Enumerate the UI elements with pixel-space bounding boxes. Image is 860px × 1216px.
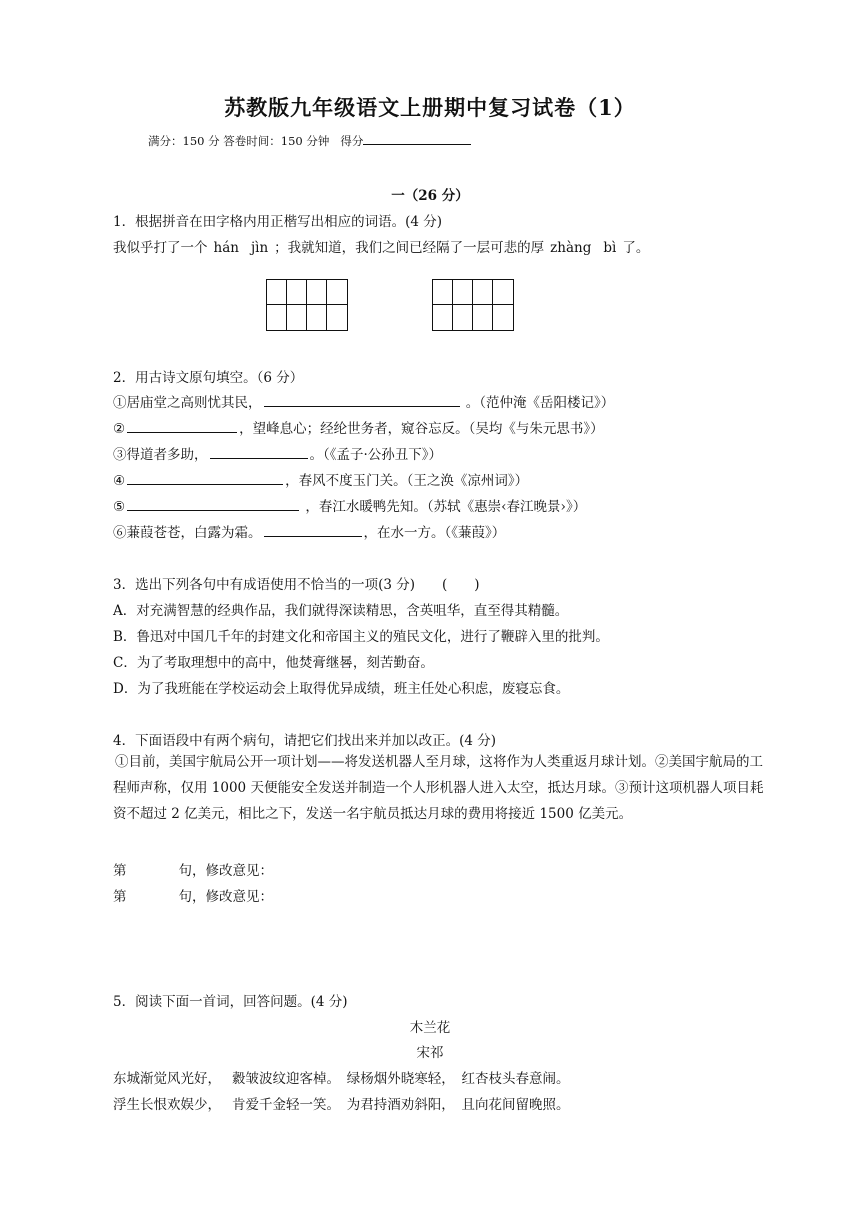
q1-pinyin-2b: bì xyxy=(603,240,617,256)
poem-title: 木兰花 xyxy=(409,1020,451,1036)
q4-answer-2-prompt: 句，修改意见： xyxy=(178,889,273,905)
q5-prompt: 5．阅读下面一首词，回答问题。(4 分) xyxy=(113,994,348,1010)
q1-pinyin-1b: jìn xyxy=(250,240,269,256)
score-label: 得分 xyxy=(340,134,364,148)
q4-passage xyxy=(113,749,773,827)
q4-passage-text: ①目前，美国宇航局公开一项计划——将发送机器人至月球，这将作为人类重返月球计划。②美国宇航局的工程师声称，仅用 1000 天便能安全发送并制造一个人形机器人进入太空，抵达月球。③预计这项机器人项目耗资不超过 2 亿美元，相比之下，发送一名宇航员抵达月球的费用将接近 1500 亿美元。 xyxy=(113,754,764,822)
q2-blank-2[interactable] xyxy=(127,420,237,433)
q2-item-4-source: ，春风不度玉门关。（王之涣《凉州词》） xyxy=(285,473,529,489)
q1-prompt: 1．根据拼音在田字格内用正楷写出相应的词语。(4 分) xyxy=(113,214,443,230)
q2-blank-4[interactable] xyxy=(127,472,283,485)
q2-item-5 xyxy=(113,495,586,515)
q1-pinyin-1a: hán xyxy=(213,240,239,256)
tianzige-grid-2[interactable] xyxy=(432,279,514,331)
q4-answer-2[interactable] xyxy=(113,885,273,905)
q3-option-c[interactable]: C．为了考取理想中的高中，他焚膏继晷，刻苦勤奋。 xyxy=(113,655,434,671)
exam-meta xyxy=(148,133,471,149)
q3-option-d[interactable]: D．为了我班能在学校运动会上取得优异成绩，班主任处心积虑，废寝忘食。 xyxy=(113,681,570,697)
q2-item-6 xyxy=(113,521,505,541)
q3-option-a[interactable]: A．对充满智慧的经典作品，我们就得深读精思，含英咀华，直至得其精髓。 xyxy=(113,603,569,619)
q1-text-1: 我似乎打了一个 xyxy=(113,240,208,256)
q2-item-2-source: ，望峰息心；经纶世务者，窥谷忘反。（吴均《与朱元思书》） xyxy=(239,421,604,437)
q3-prompt: 3．选出下列各句中有成语使用不恰当的一项(3 分) ( ) xyxy=(113,577,480,593)
q2-blank-6[interactable] xyxy=(264,524,362,537)
q2-item-2-text: ② xyxy=(113,421,126,437)
q2-item-1 xyxy=(113,391,614,411)
exam-time: 答卷时间：150 分钟 xyxy=(223,134,330,148)
q2-blank-3[interactable] xyxy=(210,446,308,459)
q1-sentence xyxy=(113,236,649,256)
q1-pinyin-2a: zhàng xyxy=(550,240,592,256)
q2-item-1-text: ①居庙堂之高则忧其民， xyxy=(113,395,262,411)
poem-author: 宋祁 xyxy=(416,1045,444,1061)
q2-blank-5[interactable] xyxy=(127,498,299,511)
q4-answer-1[interactable] xyxy=(113,859,273,879)
q3-option-b[interactable]: B．鲁迅对中国几千年的封建文化和帝国主义的殖民文化，进行了鞭辟入里的批判。 xyxy=(113,629,609,645)
q2-item-4 xyxy=(113,469,528,489)
page-title: 苏教版九年级语文上册期中复习试卷（1） xyxy=(224,95,636,120)
q2-item-5-text: ⑤ xyxy=(113,499,126,515)
poem-line-2: 浮生长恨欢娱少， 肯爱千金轻一笑。 为君持酒劝斜阳， 且向花间留晚照。 xyxy=(113,1097,570,1113)
q2-item-3-source: 。（《孟子·公孙丑下》） xyxy=(309,447,443,463)
q1-text-3: 了。 xyxy=(622,240,650,256)
q4-prompt: 4．下面语段中有两个病句，请把它们找出来并加以改正。(4 分) xyxy=(113,733,497,749)
q2-item-3 xyxy=(113,443,442,463)
q1-text-2: ；我就知道，我们之间已经隔了一层可悲的厚 xyxy=(274,240,545,256)
q4-answer-1-label: 第 xyxy=(113,863,127,879)
q2-item-5-source: ，春江水暖鸭先知。（苏轼《惠崇‹春江晚景›》） xyxy=(305,499,587,515)
q2-item-2 xyxy=(113,417,604,437)
poem-line-1: 东城渐觉风光好， 縠皱波纹迎客棹。 绿杨烟外晓寒轻， 红杏枝头春意闹。 xyxy=(113,1071,570,1087)
section-heading: 一（26 分） xyxy=(391,188,469,204)
q2-item-6-source: ，在水一方。（《蒹葭》） xyxy=(363,525,506,541)
full-score: 满分：150 分 xyxy=(148,134,220,148)
q2-item-6-text: ⑥蒹葭苍苍，白露为霜。 xyxy=(113,525,262,541)
q2-prompt: 2．用古诗文原句填空。（6 分） xyxy=(113,370,304,386)
q2-blank-1[interactable] xyxy=(264,394,460,407)
q2-item-3-text: ③得道者多助， xyxy=(113,447,208,463)
q4-answer-2-label: 第 xyxy=(113,889,127,905)
q2-item-1-source: 。（范仲淹《岳阳楼记》） xyxy=(465,395,615,411)
q2-item-4-text: ④ xyxy=(113,473,126,489)
q4-answer-1-prompt: 句，修改意见： xyxy=(178,863,273,879)
score-blank[interactable] xyxy=(363,133,471,145)
tianzige-grid-1[interactable] xyxy=(266,279,348,331)
